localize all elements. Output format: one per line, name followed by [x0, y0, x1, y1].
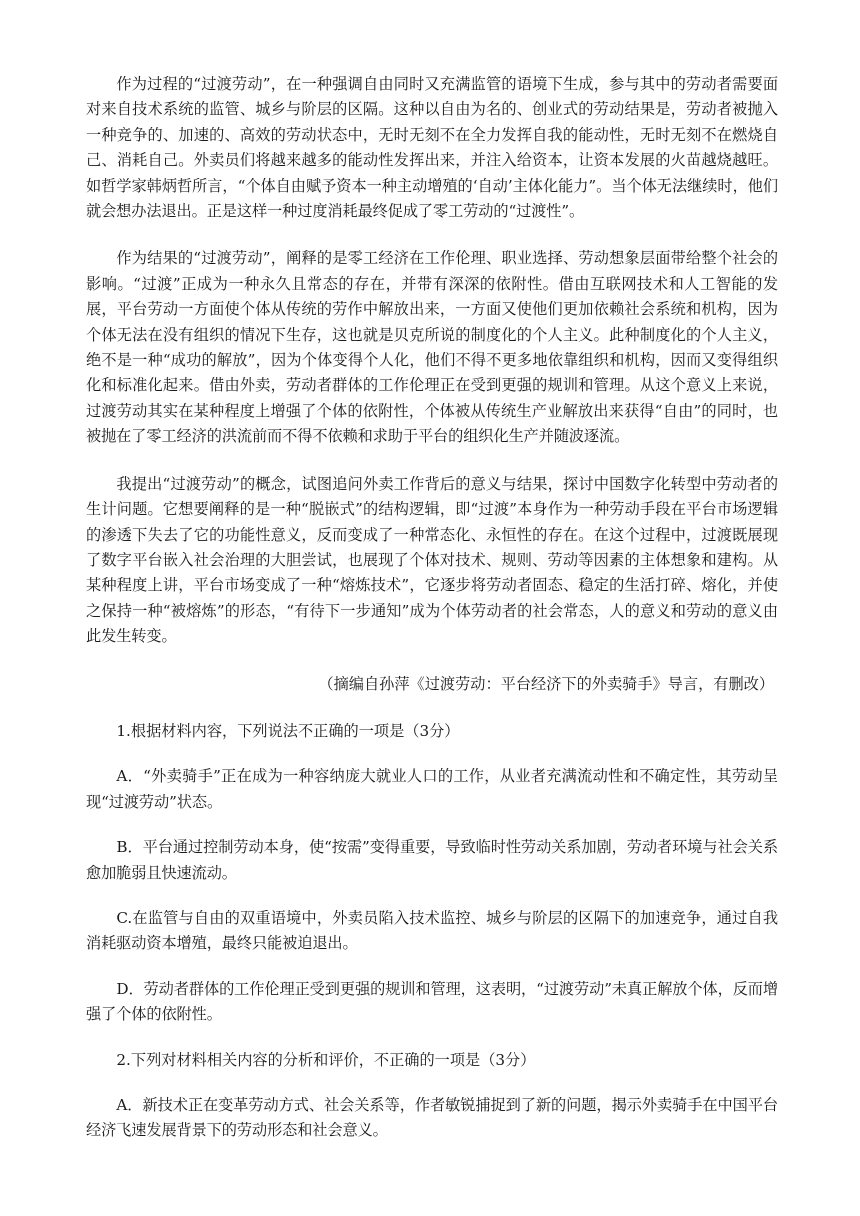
question-1-stem: 1.根据材料内容，下列说法不正确的一项是（3分） — [116, 721, 460, 740]
article-source: （摘编自孙萍《过渡劳动：平台经济下的外卖骑手》导言，有删改） — [318, 674, 774, 693]
article-paragraph-2: 作为结果的“过渡劳动”，阐释的是零工经济在工作伦理、职业选择、劳动想象层面带给整个社会的影响。“过渡”正成为一种永久且常态的存在，并带有深深的依附性。借由互联网技术和人工智能的发展，平台劳动一方面使个体从传统的劳作中解放出来，一方面又使他们更加依赖社会系统和机构，因为个体无法在没有组织的情况下生存，这也就是贝克所说的制度化的个人主义。此种制度化的个人主义，绝不是一种“成功的解放”，因为个体变得个人化，他们不得不更多地依靠组织和机构，因而又变得组织化和标准化起来。借由外卖，劳动者群体的工作伦理正在受到更强的规训和管理。从这个意义上来说，过渡劳动其实在某种程度上增强了个体的依附性，个体被从传统生产业解放出来获得“自由”的同时，也被抛在了零工经济的洪流前而不得不依赖和求助于平台的组织化生产并随波逐流。 — [86, 249, 778, 446]
question-1-option-c: C.在监管与自由的双重语境中，外卖员陷入技术监控、城乡与阶层的区隔下的加速竞争，通过自我消耗驱动资本增殖，最终只能被迫退出。 — [86, 908, 778, 953]
question-2-stem: 2.下列对材料相关内容的分析和评价，不正确的一项是（3分） — [116, 1050, 536, 1069]
document-page — [86, 72, 778, 1164]
question-1-option-a: A．“外卖骑手”正在成为一种容纳庞大就业人口的工作，从业者充满流动性和不确定性，其劳动呈现“过渡劳动”状态。 — [86, 767, 778, 811]
article-paragraph-1: 作为过程的“过渡劳动”，在一种强调自由同时又充满监管的语境下生成，参与其中的劳动者需要面对来自技术系统的监管、城乡与阶层的区隔。这种以自由为名的、创业式的劳动结果是，劳动者被抛入一种竞争的、加速的、高效的劳动状态中，无时无刻不在全力发挥自我的能动性，无时无刻不在燃烧自己、消耗自己。外卖员们将越来越多的能动性发挥出来，并注入给资本，让资本发展的火苗越烧越旺。如哲学家韩炳哲所言，“个体自由赋予资本一种主动增殖的‘自动’主体化能力”。当个体无法继续时，他们就会想办法退出。正是这样一种过度消耗最终促成了零工劳动的“过渡性”。 — [86, 75, 778, 221]
question-1-option-d: D．劳动者群体的工作伦理正受到更强的规训和管理，这表明，“过渡劳动”未真正解放个体，反而增强了个体的依附性。 — [86, 979, 778, 1024]
question-2-option-a: A．新技术正在变革劳动方式、社会关系等，作者敏锐捕捉到了新的问题，揭示外卖骑手在中国平台经济飞速发展背景下的劳动形态和社会意义。 — [86, 1096, 778, 1140]
question-1-option-b: B．平台通过控制劳动本身，使“按需”变得重要，导致临时性劳动关系加剧，劳动者环境与社会关系愈加脆弱且快速流动。 — [86, 838, 778, 882]
article-paragraph-3: 我提出“过渡劳动”的概念，试图追问外卖工作背后的意义与结果，探讨中国数字化转型中劳动者的生计问题。它想要阐释的是一种“脱嵌式”的结构逻辑，即“过渡”本身作为一种劳动手段在平台市场逻辑的渗透下失去了它的功能性意义，反而变成了一种常态化、永恒性的存在。在这个过程中，过渡既展现了数字平台嵌入社会治理的大胆尝试，也展现了个体对技术、规则、劳动等因素的主体想象和建构。从某种程度上讲，平台市场变成了一种“熔炼技术”，它逐步将劳动者固态、稳定的生活打碎、熔化，并使之保持一种“被熔炼”的形态，“有待下一步通知”成为个体劳动者的社会常态，人的意义和劳动的意义由此发生转变。 — [86, 474, 778, 646]
